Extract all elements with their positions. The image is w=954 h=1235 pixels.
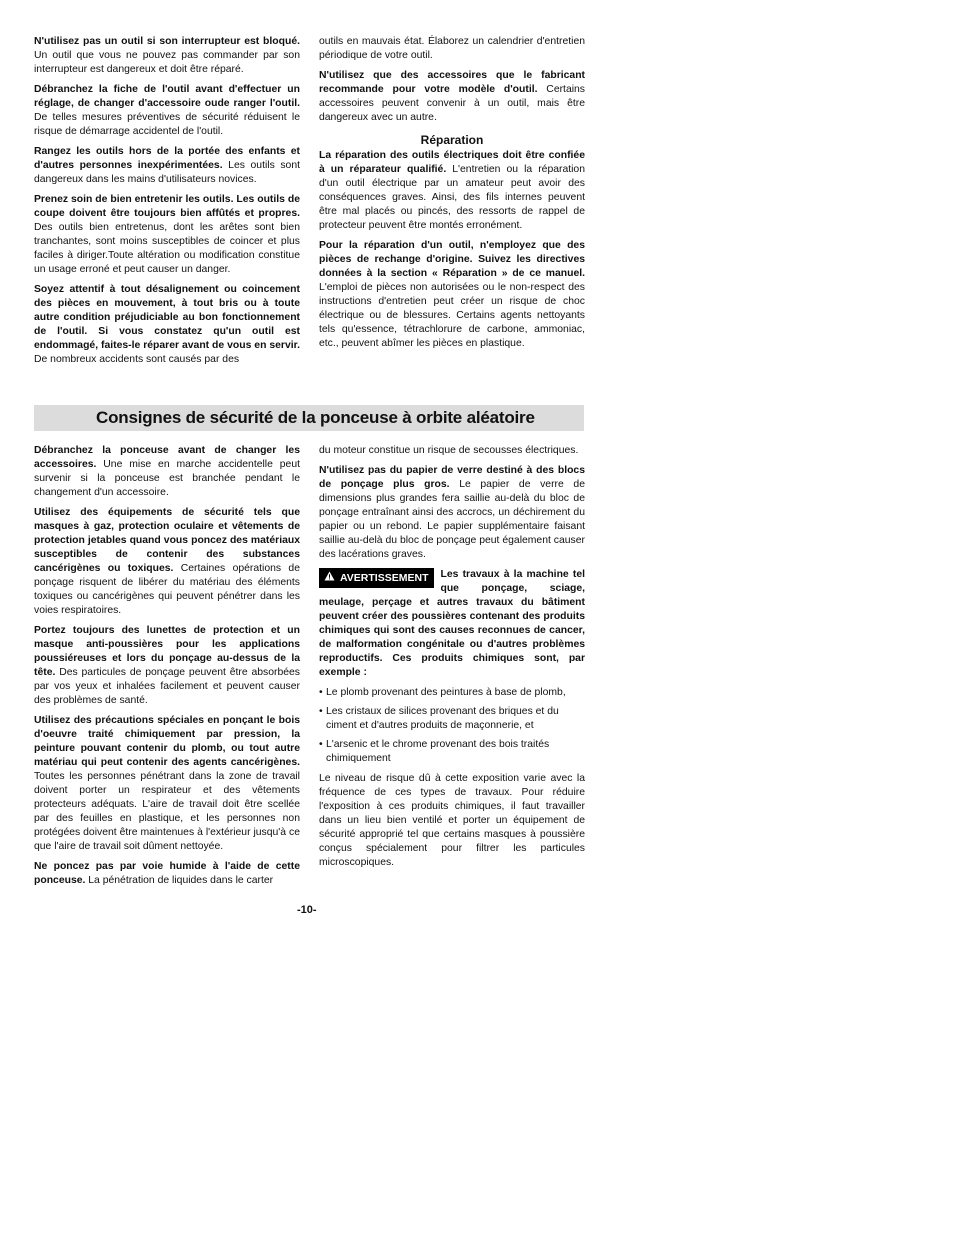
- paragraph-storage: Rangez les outils hors de la portée des enfants et d'autres personnes inexpérimentées. Les outils sont dangereux dans les mains d'utilisateurs novices.: [34, 146, 300, 185]
- top-left-column: [34, 35, 300, 373]
- list-item: • Les cristaux de silices provenant des briques et du ciment et d'autres produits de maçonnerie, et: [319, 705, 585, 733]
- top-right-column: [319, 35, 585, 357]
- warning-badge: AVERTISSEMENT: [319, 568, 434, 588]
- paragraph-unplug-sander: Débranchez la ponceuse avant de changer les accessoires. Une mise en marche accidentelle peut survenir si la ponceuse est branchée pendant le changement d'un accessoire.: [34, 445, 300, 498]
- warning-triangle-icon: [324, 571, 335, 585]
- paragraph-misalignment: Soyez attentif à tout désalignement ou coincement des pièces en mouvement, à tout bris ou à toute autre condition préjudiciable au bon fonctionnement de l'outil. Si vous constatez qu'un outil est endommagé, faites-le réparer avant de vous en servir. De nombreux accidents sont causés par des: [34, 284, 300, 365]
- paragraph-safety-equipment: Utilisez des équipements de sécurité tels que masques à gaz, protection oculaire et vêtements de protection jetables quand vous poncez des matériaux susceptibles de contenir des substances cancérigènes ou toxiques. Certaines opérations de ponçage risquent de libérer du matériau des éléments toxiques ou cancérigènes qui peuvent pénétrer dans les voies respiratoires.: [34, 507, 300, 616]
- paragraph-treated-wood: Utilisez des précautions spéciales en ponçant le bois d'oeuvre traité chimiquement par pression, la peinture pouvant contenir du plomb, ou tout autre matériau qui peut contenir des agents cancérigènes. Toutes les personnes pénétrant dans la zone de travail doivent porter un respirateur et des vêtements protecteurs adéquats. L'aire de travail doit être scellée par des feuilles en plastique, et les personnes non protégées doivent être maintenues à l'extérieur jusqu'à ce que l'aire de travail soit dûment nettoyée.: [34, 715, 300, 852]
- paragraph-continuation-motor: du moteur constitue un risque de secousses électriques.: [319, 445, 579, 456]
- bottom-left-column: [34, 444, 300, 894]
- paragraph-warning: AVERTISSEMENT Les travaux à la machine tel que ponçage, sciage, meulage, perçage et autres travaux du bâtiment peuvent créer des poussières contenant des produits chimiques qui sont des causes reconnues de cancer, de malformation congénitale ou d'autres problèmes reproductifs. Ces produits chimiques sont, par exemple :: [319, 569, 585, 678]
- paragraph-switch: N'utilisez pas un outil si son interrupteur est bloqué. Un outil que vous ne pouvez pas commander par son interrupteur est dangereux et doit être réparé.: [34, 36, 300, 75]
- paragraph-continuation: outils en mauvais état. Élaborez un calendrier d'entretien périodique de votre outil.: [319, 36, 585, 61]
- paragraph-maintenance: Prenez soin de bien entretenir les outils. Les outils de coupe doivent être toujours bien affûtés et propres. Des outils bien entretenus, dont les arêtes sont bien tranchantes, sont moins susceptibles de coincer et plus faciles à diriger.Toute altération ou modification constitue un usage erroné et peut causer un danger.: [34, 194, 300, 275]
- page-number: -10-: [297, 904, 317, 916]
- paragraph-sandpaper: N'utilisez pas du papier de verre destiné à des blocs de ponçage plus gros. Le papier de verre de dimensions plus grandes fera saillie au-delà du bloc de ponçage entraînant ainsi des accrocs, un déchirement du papier ou un rebond. Le papier supplémentaire faisant saillie au-delà du bloc de ponçage peut également causer des lacérations graves.: [319, 465, 585, 560]
- paragraph-repair-qualified: La réparation des outils électriques doit être confiée à un réparateur qualifié. L'entretien ou la réparation d'un outil électrique par un amateur peut avoir des conséquences graves. Ainsi, des fils internes peuvent être mal placés ou pincés, des ressorts de rappel de protecteur peuvent être montés erronément.: [319, 150, 585, 231]
- bottom-right-column: [319, 444, 585, 876]
- paragraph-wet-sanding: Ne poncez pas par voie humide à l'aide de cette ponceuse. La pénétration de liquides dans le carter: [34, 861, 300, 886]
- paragraph-unplug: Débranchez la fiche de l'outil avant d'effectuer un réglage, de changer d'accessoire oude ranger l'outil. De telles mesures préventives de sécurité réduisent le risque de démarrage accidentel de l'outil.: [34, 84, 300, 137]
- list-item: • L'arsenic et le chrome provenant des bois traités chimiquement: [319, 738, 585, 766]
- repair-heading: Réparation: [420, 133, 484, 147]
- paragraph-risk-level: Le niveau de risque dû à cette exposition varie avec la fréquence de ces types de travaux. Pour réduire l'exposition à ces produits chimiques, il faut travailler dans un lieu bien ventilé et porter un équipement de sécurité approprié tel que certains masques à poussière conçus spécialement pour filtrer les particules microscopiques.: [319, 773, 585, 868]
- section-header-bar: [34, 405, 584, 431]
- section-title: Consignes de sécurité de la ponceuse à orbite aléatoire: [96, 408, 535, 427]
- paragraph-accessories: N'utilisez que des accessoires que le fabricant recommande pour votre modèle d'outil. Certains accessoires peuvent convenir à un outil, mais être dangereux avec un autre.: [319, 70, 585, 123]
- paragraph-repair-parts: Pour la réparation d'un outil, n'employez que des pièces de rechange d'origine. Suivez les directives données à la section « Réparation » de ce manuel. L'emploi de pièces non autorisées ou le non-respect des instructions d'entretien peut créer un risque de choc électrique ou de blessures. Certains agents nettoyants tels qu'essence, tétrachlorure de carbone, ammoniac, etc., peuvent abîmer les pièces en plastique.: [319, 240, 585, 349]
- list-item: • Le plomb provenant des peintures à base de plomb,: [319, 686, 585, 700]
- chemicals-list: [319, 686, 585, 766]
- paragraph-goggles: Portez toujours des lunettes de protection et un masque anti-poussières pour les applications poussiéreuses et lors du ponçage au-dessus de la tête. Des particules de ponçage peuvent être absorbées par vos yeux et inhalées facilement et peuvent causer des problèmes de santé.: [34, 625, 300, 706]
